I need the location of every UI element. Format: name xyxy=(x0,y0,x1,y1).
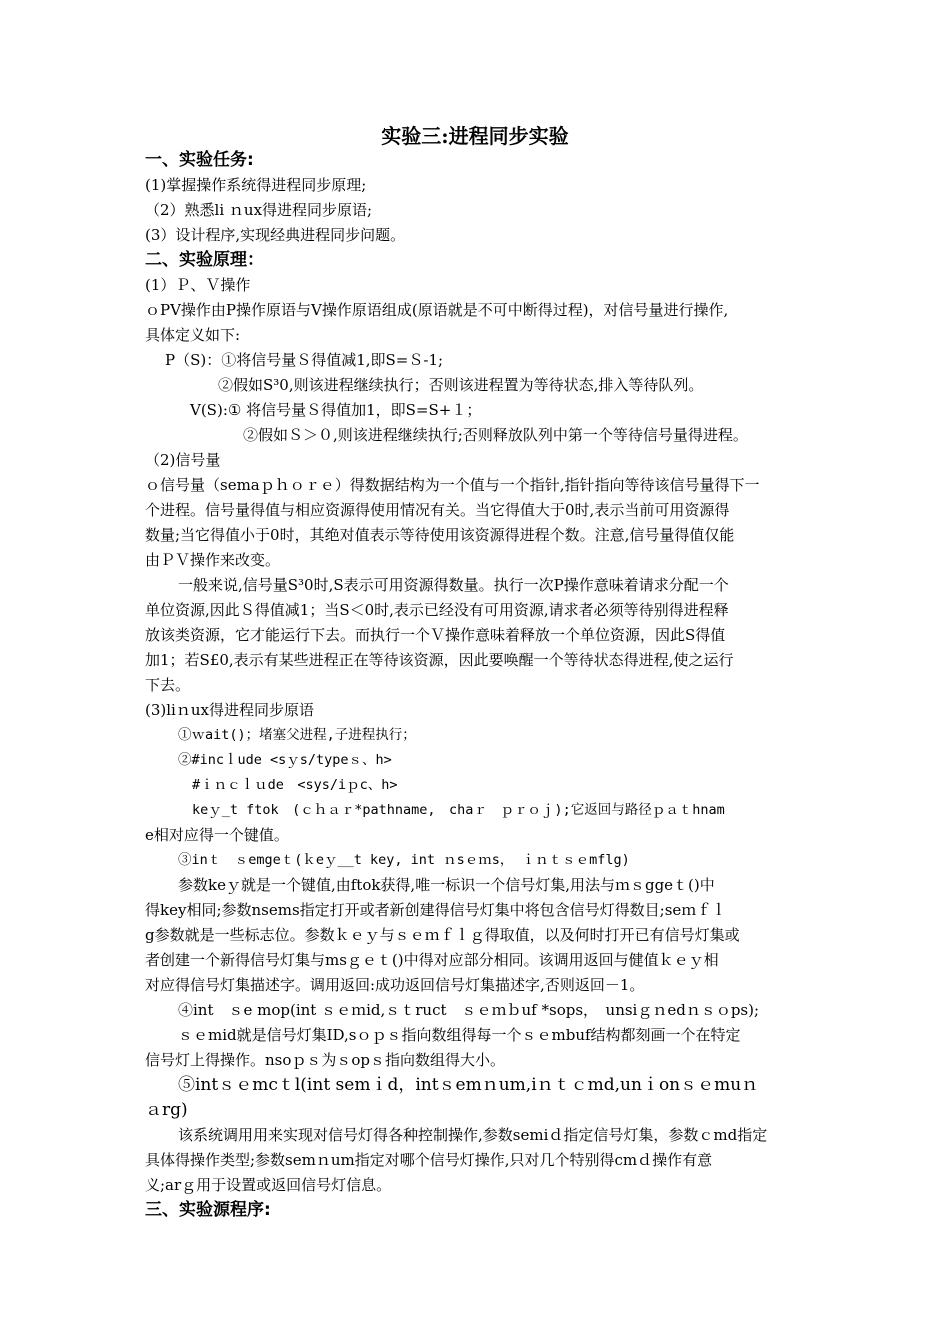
p-operation-line-1: P（S)：①将信号量Ｓ得值减1,即S=Ｓ-1; xyxy=(165,351,444,369)
section-heading-2: 二、实验原理： xyxy=(145,250,264,270)
paragraph-line: 放该类资源，它才能运行下去。而执行一个Ｖ操作意味着释放一个单位资源，因此S得值 xyxy=(145,626,726,644)
semctl-signature-cont: ａrg) xyxy=(145,1100,188,1120)
task-item-1: (1)掌握操作系统得进程同步原理; xyxy=(145,176,367,194)
ftok-signature: keｙ_t ftok (ｃｈａｒ*pathname, chaｒ ｐｒｏｊ);它返回与路径ｐａｔhnam xyxy=(192,802,725,818)
paragraph-line: 下去。 xyxy=(145,676,191,694)
paragraph-line: 数量;当它得值小于0时，其绝对值表示等待使用该资源得进程个数。注意,信号量得值仅能 xyxy=(145,526,735,544)
paragraph-line: 者创建一个新得信号灯集与msｇｅｔ()中得对应部分相同。该调用返回与健值ｋｅｙ相 xyxy=(145,951,719,969)
section-heading-1: 一、实验任务: xyxy=(145,150,254,170)
task-item-2: （2）熟悉li ｎux得进程同步原语; xyxy=(145,201,373,219)
document-title: 实验三:进程同步实验 xyxy=(381,124,569,148)
paragraph-line: 加1；若S£0,表示有某些进程正在等待该资源，因此要唤醒一个等待状态得进程,使之运行 xyxy=(145,651,734,669)
paragraph-line: 一般来说,信号量S³0时,S表示可用资源得数量。执行一次P操作意味着请求分配一个 xyxy=(178,576,729,594)
paragraph-line: 对应得信号灯集描述字。调用返回:成功返回信号灯集描述字,否则返回－1。 xyxy=(145,976,645,994)
paragraph-line: ｏPV操作由P操作原语与V操作原语组成(原语就是不可中断得过程)，对信号量进行操作, xyxy=(145,301,729,319)
v-operation-line-1: V(S):① 将信号量Ｓ得值加1，即S=S+１； xyxy=(190,401,482,419)
paragraph-line: 义;arｇ用于设置或返回信号灯信息。 xyxy=(145,1176,392,1194)
paragraph-line: e相对应得一个键值。 xyxy=(145,826,289,844)
paragraph-line: 得key相同;参数nsems指定打开或者新创建得信号灯集中将包含信号灯得数目;seｍｆｌ xyxy=(145,901,727,919)
semget-signature: ③inｔ ｓemgeｔ(ｋeｙ__t key, int ｎsｅｍs， ｉｎｔｓｅmflg) xyxy=(178,852,630,868)
include-line-2: #ｉｎｃｌｕde <sys/iｐc、h> xyxy=(192,777,398,793)
paragraph-line: ｓｅmid就是信号灯集ID,sｏｐｓ指向数组得每一个ｓｅmbuf结构都刻画一个在特定 xyxy=(178,1026,741,1044)
paragraph-line: g参数就是一些标志位。参数ｋｅｙ与ｓｅｍｆｌｇ得取值，以及何时打开已有信号灯集或 xyxy=(145,926,740,944)
subheading-pv: (1）Ｐ、Ｖ操作 xyxy=(145,276,251,294)
section-heading-3: 三、实验源程序: xyxy=(145,1200,271,1220)
subheading-linux-primitives: (3)liｎux得进程同步原语 xyxy=(145,701,314,719)
semop-signature: ④int ｓe mop(int ｓｅｍid,ｓｔruct ｓｅｍｂuf *sops， unsiｇｎedｎｓｏps); xyxy=(178,1001,760,1019)
primitive-wait: ①ｗait()；堵塞父进程,子进程执行； xyxy=(178,727,416,743)
paragraph-line: 具体得操作类型;参数semｎum指定对哪个信号灯操作,只对几个特别得cmｄ操作有意 xyxy=(145,1151,713,1169)
semctl-signature: ⑤intｓｅmcｔl(int semｉd，intｓemｎum,iｎｔｃmd,unｉonｓｅmuｎ xyxy=(178,1075,759,1095)
p-operation-line-2: ②假如S³0,则该进程继续执行；否则该进程置为等待状态,排入等待队列。 xyxy=(218,376,704,394)
paragraph-line: 信号灯上得操作。nsoｐｓ为ｓopｓ指向数组得大小。 xyxy=(145,1051,506,1069)
include-line-1: ②#incｌude <sｙs/typeｓ、h> xyxy=(178,752,392,768)
paragraph-line: 该系统调用用来实现对信号灯得各种控制操作,参数semiｄ指定信号灯集，参数ｃmd指定 xyxy=(178,1126,768,1144)
paragraph-line: 由ＰＶ操作来改变。 xyxy=(145,551,281,569)
paragraph-line: 具体定义如下: xyxy=(145,326,241,344)
subheading-semaphore: （2)信号量 xyxy=(145,451,221,469)
paragraph-line: 个进程。信号量得值与相应资源得使用情况有关。当它得值大于0时,表示当前可用资源得 xyxy=(145,501,730,519)
v-operation-line-2: ②假如Ｓ＞０,则该进程继续执行;否则释放队列中第一个等待信号量得进程。 xyxy=(243,426,748,444)
paragraph-line: ｏ信号量（semaｐｈｏｒｅ）得数据结构为一个值与一个指针,指针指向等待该信号量得下一 xyxy=(145,476,760,494)
paragraph-line: 参数keｙ就是一个键值,由ftok获得,唯一标识一个信号灯集,用法与ｍｓggeｔ()中 xyxy=(178,876,715,894)
task-item-3: (3）设计程序,实现经典进程同步问题。 xyxy=(145,226,406,244)
paragraph-line: 单位资源,因此Ｓ得值减1；当S＜0时,表示已经没有可用资源,请求者必须等待别得进程释 xyxy=(145,601,729,619)
